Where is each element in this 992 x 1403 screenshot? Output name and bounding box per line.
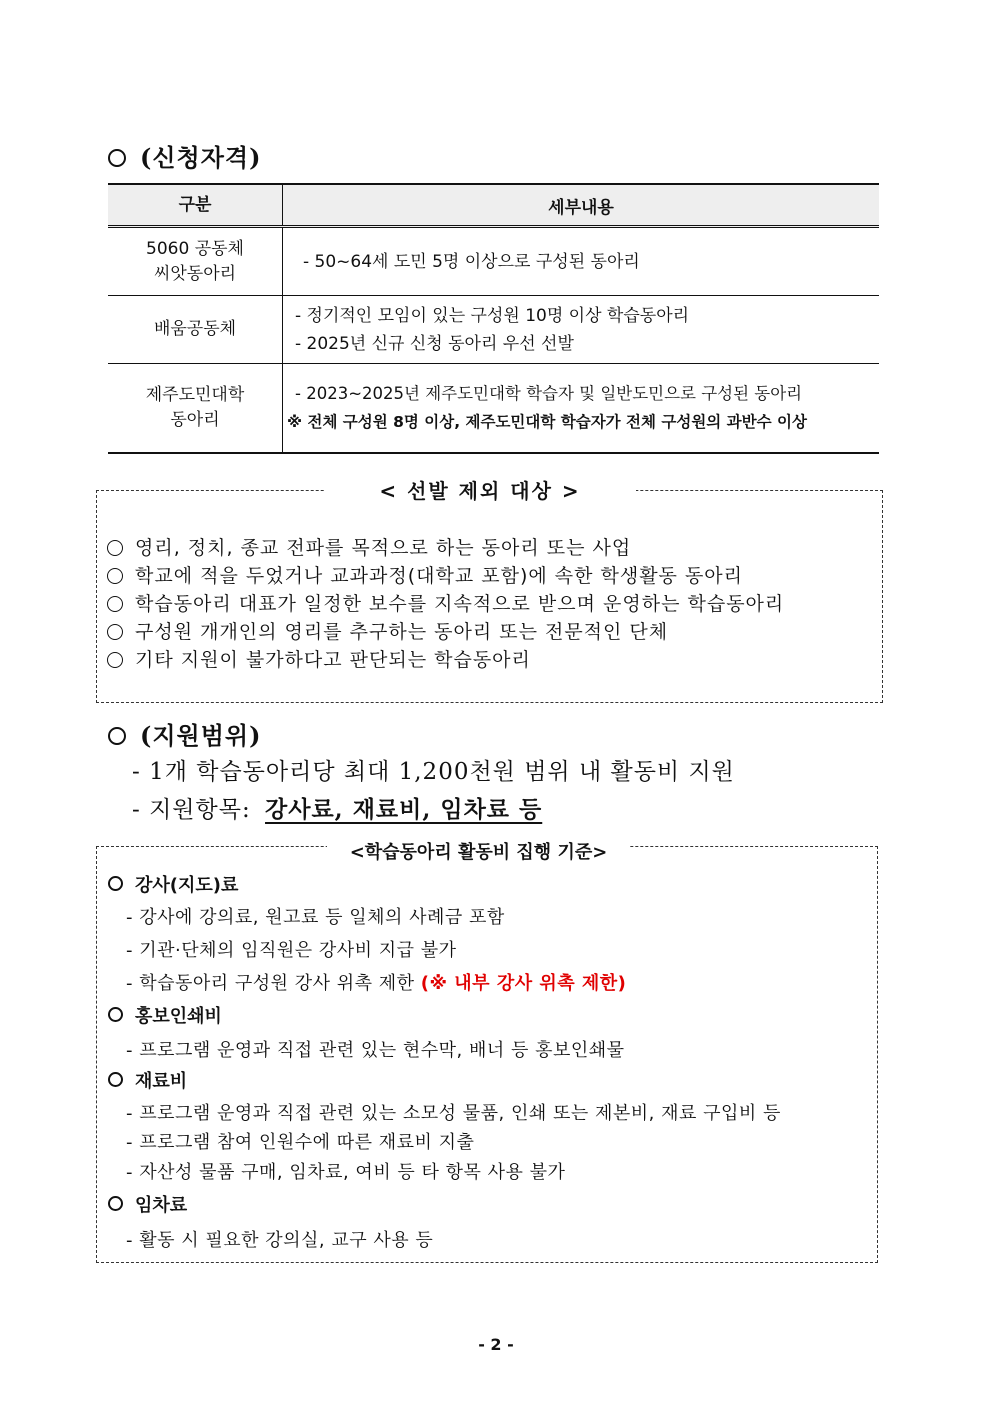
table-row (108, 296, 879, 364)
support-line-2: - 지원항목: 강사료, 재료비, 임차료 등 (132, 796, 543, 823)
budget-category-lecturer: 강사(지도)료 (108, 871, 868, 901)
list-item: - 프로그램 운영과 직접 관련 있는 소모성 물품, 인쇄 또는 제본비, 재료 구입비 등 (126, 1103, 781, 1124)
support-items: 강사료, 재료비, 임차료 등 (265, 796, 543, 823)
list-item: 구성원 개개인의 영리를 추구하는 동아리 또는 전문적인 단체 (107, 618, 877, 646)
table-cell-category: 배움공동체 (108, 296, 283, 364)
circle-bullet-icon (108, 1072, 123, 1087)
list-item: 기타 지원이 불가하다고 판단되는 학습동아리 (107, 646, 877, 674)
budget-category-rental: 임차료 (108, 1188, 868, 1224)
support-heading: (지원범위) (108, 716, 261, 751)
list-item: - 프로그램 참여 인원수에 따른 재료비 지출 (126, 1132, 475, 1153)
list-item: 영리, 정치, 종교 전파를 목적으로 하는 동아리 또는 사업 (107, 534, 877, 562)
table-header-category: 구분 (108, 184, 283, 227)
exclusion-title: < 선발 제외 대상 > (324, 476, 636, 506)
list-item: - 자산성 물품 구매, 임차료, 여비 등 타 항목 사용 불가 (126, 1162, 566, 1183)
table-cell-details: - 정기적인 모임이 있는 구성원 10명 이상 학습동아리 - 2025년 신규 신청 동아리 우선 선발 (283, 296, 880, 364)
circle-bullet-icon (107, 568, 123, 584)
table-cell-details: - 2023~2025년 제주도민대학 학습자 및 일반도민으로 구성된 동아리 ※ 전체 구성원 8명 이상, 제주도민대학 학습자가 전체 구성원의 과반수 이상 (283, 364, 880, 453)
circle-bullet-icon (107, 596, 123, 612)
circle-bullet-icon (108, 1196, 123, 1211)
table-note: ※ 전체 구성원 8명 이상, 제주도민대학 학습자가 전체 구성원의 과반수 이상 (287, 412, 807, 431)
circle-bullet-icon (108, 876, 123, 891)
circle-bullet-icon (108, 727, 126, 745)
eligibility-table (108, 183, 879, 454)
table-row (108, 227, 879, 296)
budget-category-materials: 재료비 (108, 1067, 868, 1097)
list-item: 학습동아리 대표가 일정한 보수를 지속적으로 받으며 운영하는 학습동아리 (107, 590, 877, 618)
budget-title: <학습동아리 활동비 집행 기준> (327, 840, 630, 866)
page-number: - 2 - (478, 1335, 514, 1354)
list-item: - 활동 시 필요한 강의실, 교구 사용 등 (126, 1230, 434, 1251)
list-item: - 프로그램 운영과 직접 관련 있는 현수막, 배너 등 홍보인쇄물 (126, 1040, 625, 1061)
circle-bullet-icon (108, 149, 126, 167)
exclusion-list (107, 534, 877, 674)
eligibility-heading: (신청자격) (108, 138, 261, 173)
table-cell-category: 5060 공동체 씨앗동아리 (108, 227, 283, 296)
circle-bullet-icon (108, 1007, 123, 1022)
list-item: - 강사에 강의료, 원고료 등 일체의 사례금 포함 (126, 907, 505, 928)
circle-bullet-icon (107, 540, 123, 556)
circle-bullet-icon (107, 652, 123, 668)
budget-category-printing: 홍보인쇄비 (108, 1000, 868, 1034)
circle-bullet-icon (107, 624, 123, 640)
table-row (108, 364, 879, 453)
support-line-1: - 1개 학습동아리당 최대 1,200천원 범위 내 활동비 지원 (132, 759, 735, 785)
list-item: 학교에 적을 두었거나 교과과정(대학교 포함)에 속한 학생활동 동아리 (107, 562, 877, 590)
budget-list (108, 871, 868, 1257)
table-header-row (108, 184, 879, 227)
list-item: - 기관·단체의 임직원은 강사비 지급 불가 (126, 940, 457, 961)
table-cell-category: 제주도민대학 동아리 (108, 364, 283, 453)
table-header-details: 세부내용 (283, 184, 880, 227)
table-cell-details: - 50~64세 도민 5명 이상으로 구성된 동아리 (283, 227, 880, 296)
list-item: - 학습동아리 구성원 강사 위촉 제한 (※ 내부 강사 위촉 제한) (126, 973, 627, 994)
warning-note: (※ 내부 강사 위촉 제한) (420, 973, 627, 994)
